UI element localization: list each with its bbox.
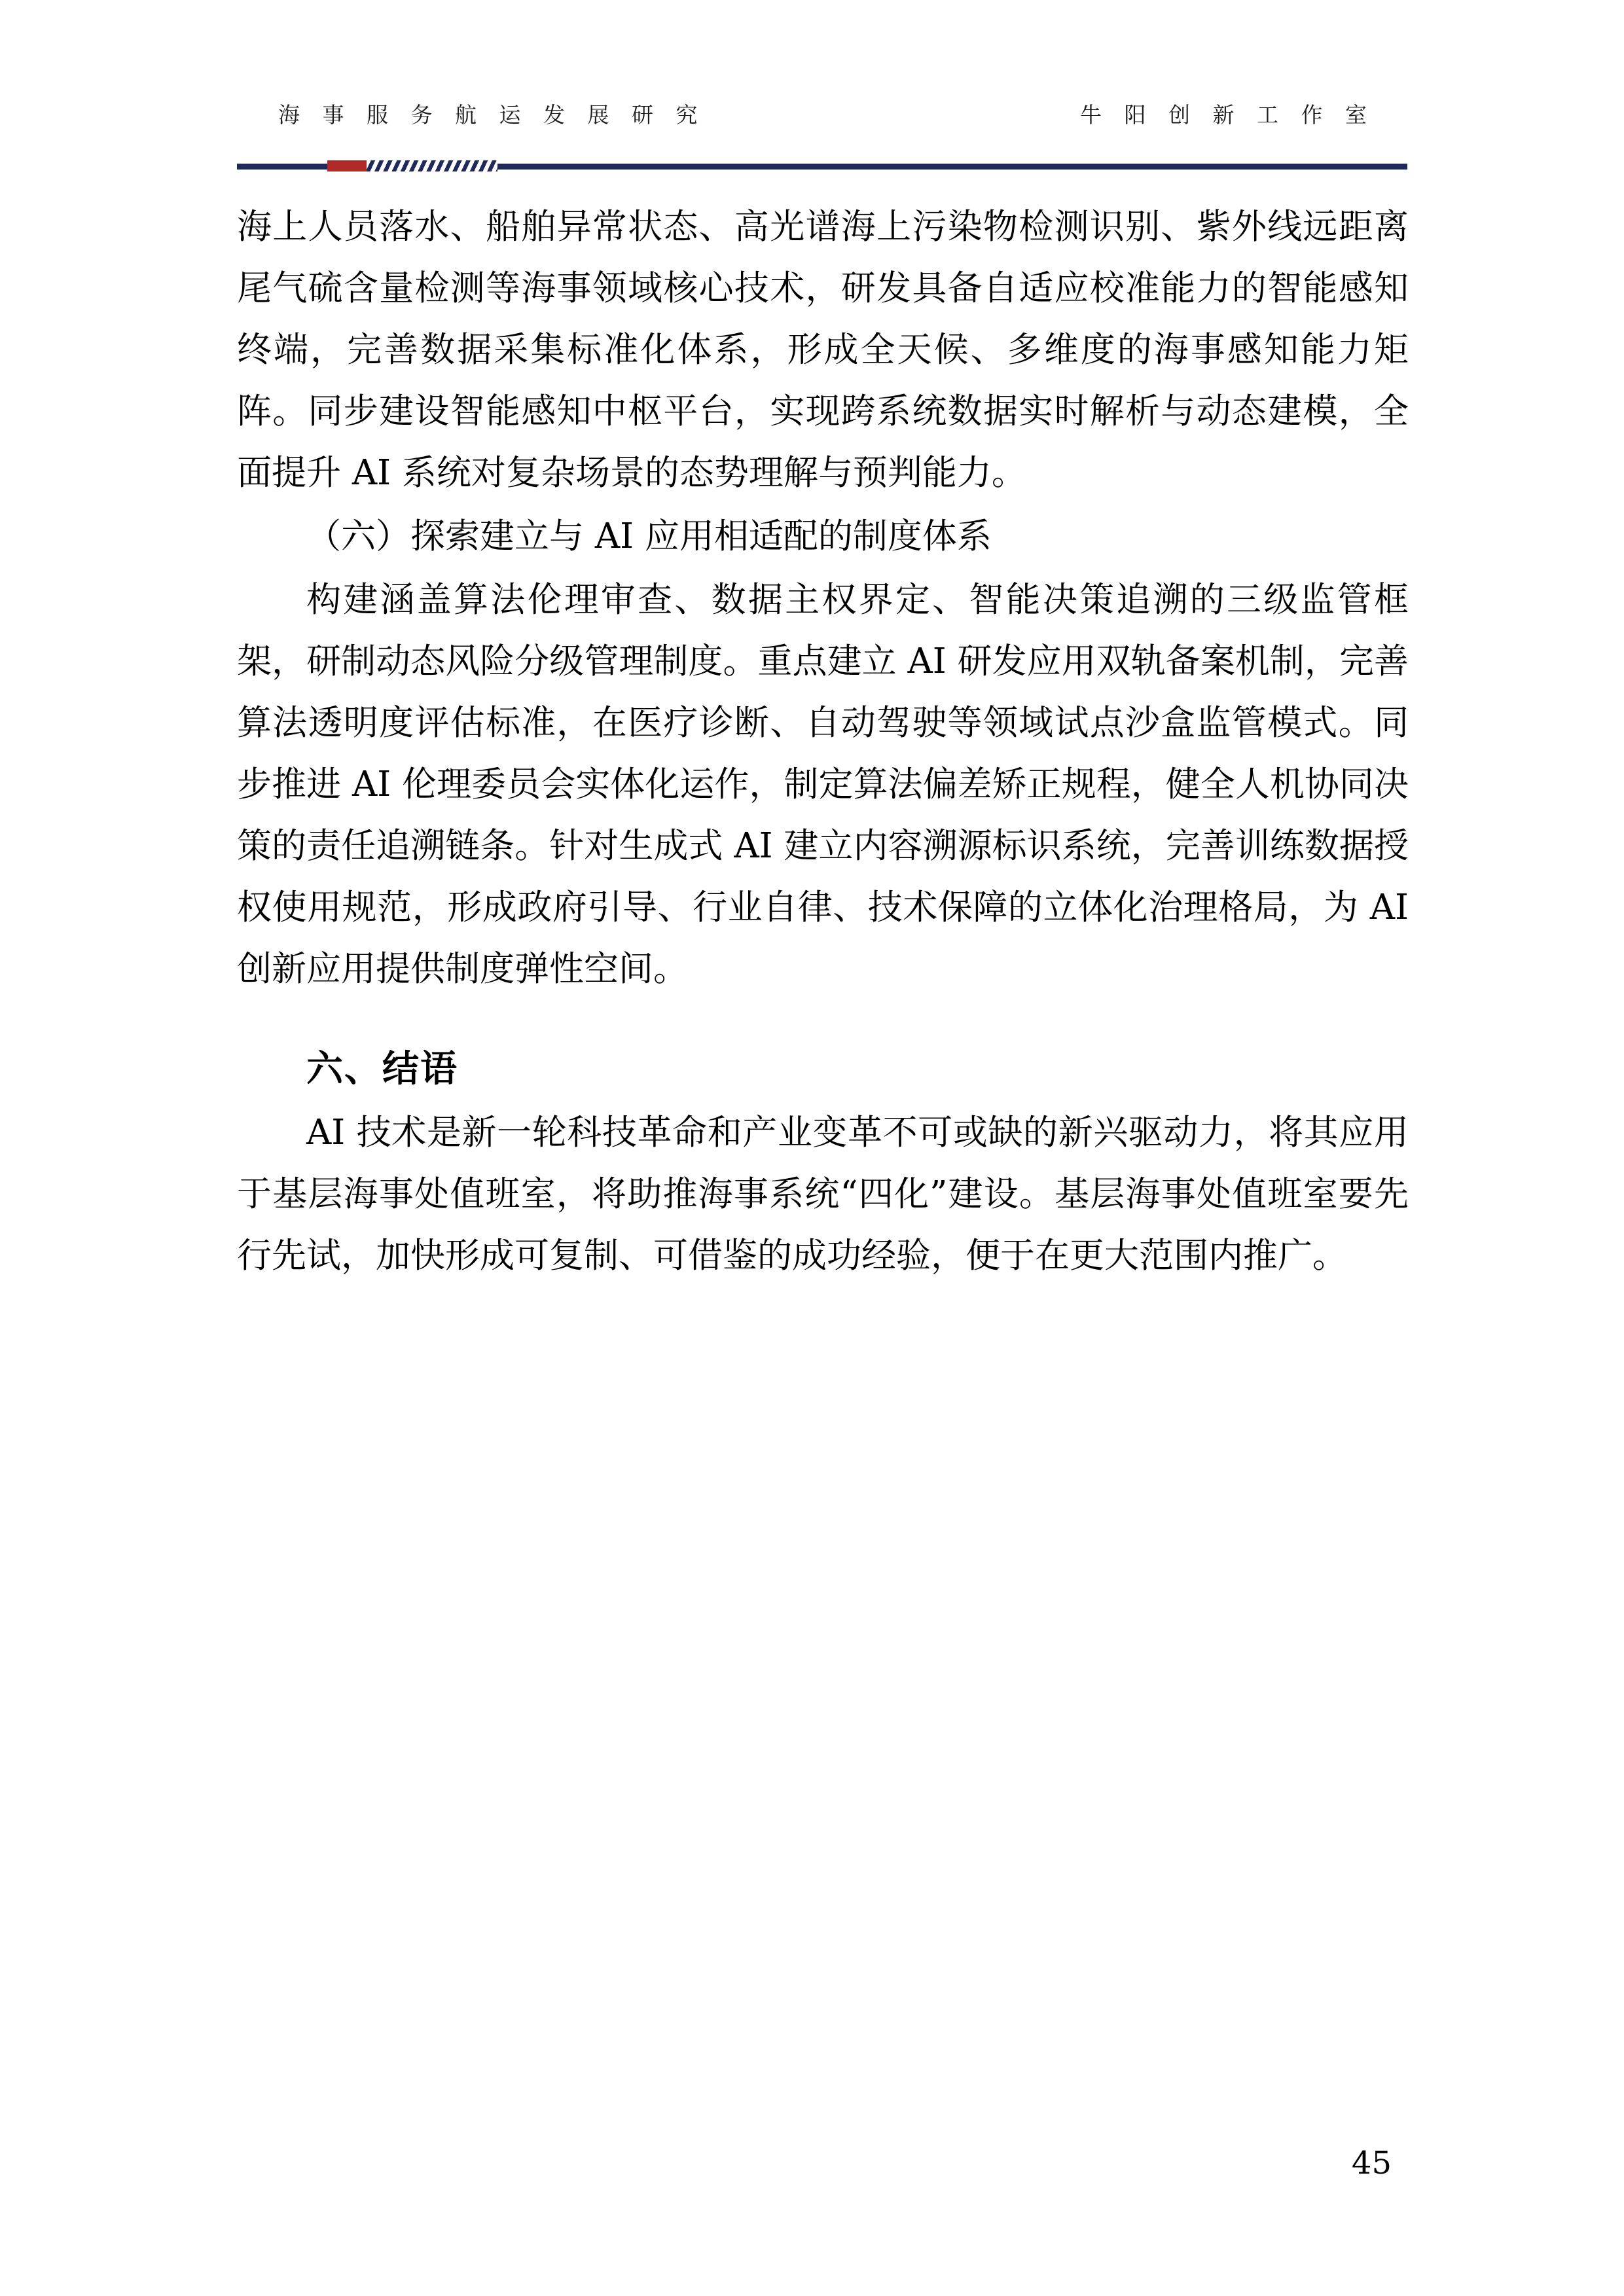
header-divider-hatch-accent: [367, 160, 497, 171]
document-body: [237, 196, 1409, 1287]
page-number: 45: [1351, 2145, 1392, 2181]
header-left-title: 海 事 服 务 航 运 发 展 研 究: [278, 102, 706, 128]
section-spacer: [237, 1000, 1409, 1037]
section-heading-conclusion: 六、结语: [306, 1048, 458, 1090]
paragraph-institutional-system: 构建涵盖算法伦理审查、数据主权界定、智能决策追溯的三级监管框架，研制动态风险分级管理制度。重点建立 AI 研发应用双轨备案机制，完善算法透明度评估标准，在医疗诊断、自动驾驶等领域试点沙盒监管模式。同步推进 AI 伦理委员会实体化运作，制定算法偏差矫正规程，健全人机协同决策的责任追溯链条。针对生成式 AI 建立内容溯源标识系统，完善训练数据授权使用规范，形成政府引导、行业自律、技术保障的立体化治理格局，为 AI 创新应用提供制度弹性空间。: [237, 580, 1409, 989]
paragraph-continuation: 海上人员落水、船舶异常状态、高光谱海上污染物检测识别、紫外线远距离尾气硫含量检测等海事领域核心技术，研发具备自适应校准能力的智能感知终端，完善数据采集标准化体系，形成全天候、多维度的海事感知能力矩阵。同步建设智能感知中枢平台，实现跨系统数据实时解析与动态建模，全面提升 AI 系统对复杂场景的态势理解与预判能力。: [237, 207, 1409, 493]
header-right-title: 牛 阳 创 新 工 作 室: [1080, 102, 1375, 128]
page-header: [236, 98, 1407, 164]
paragraph-conclusion: AI 技术是新一轮科技革命和产业变革不可或缺的新兴驱动力，将其应用于基层海事处值班室，将助推海事系统“四化”建设。基层海事处值班室要先行先试，加快形成可复制、可借鉴的成功经验，便于在更大范围内推广。: [237, 1113, 1409, 1276]
header-divider-red-accent: [327, 160, 368, 171]
subheading-six: （六）探索建立与 AI 应用相适配的制度体系: [306, 516, 992, 556]
